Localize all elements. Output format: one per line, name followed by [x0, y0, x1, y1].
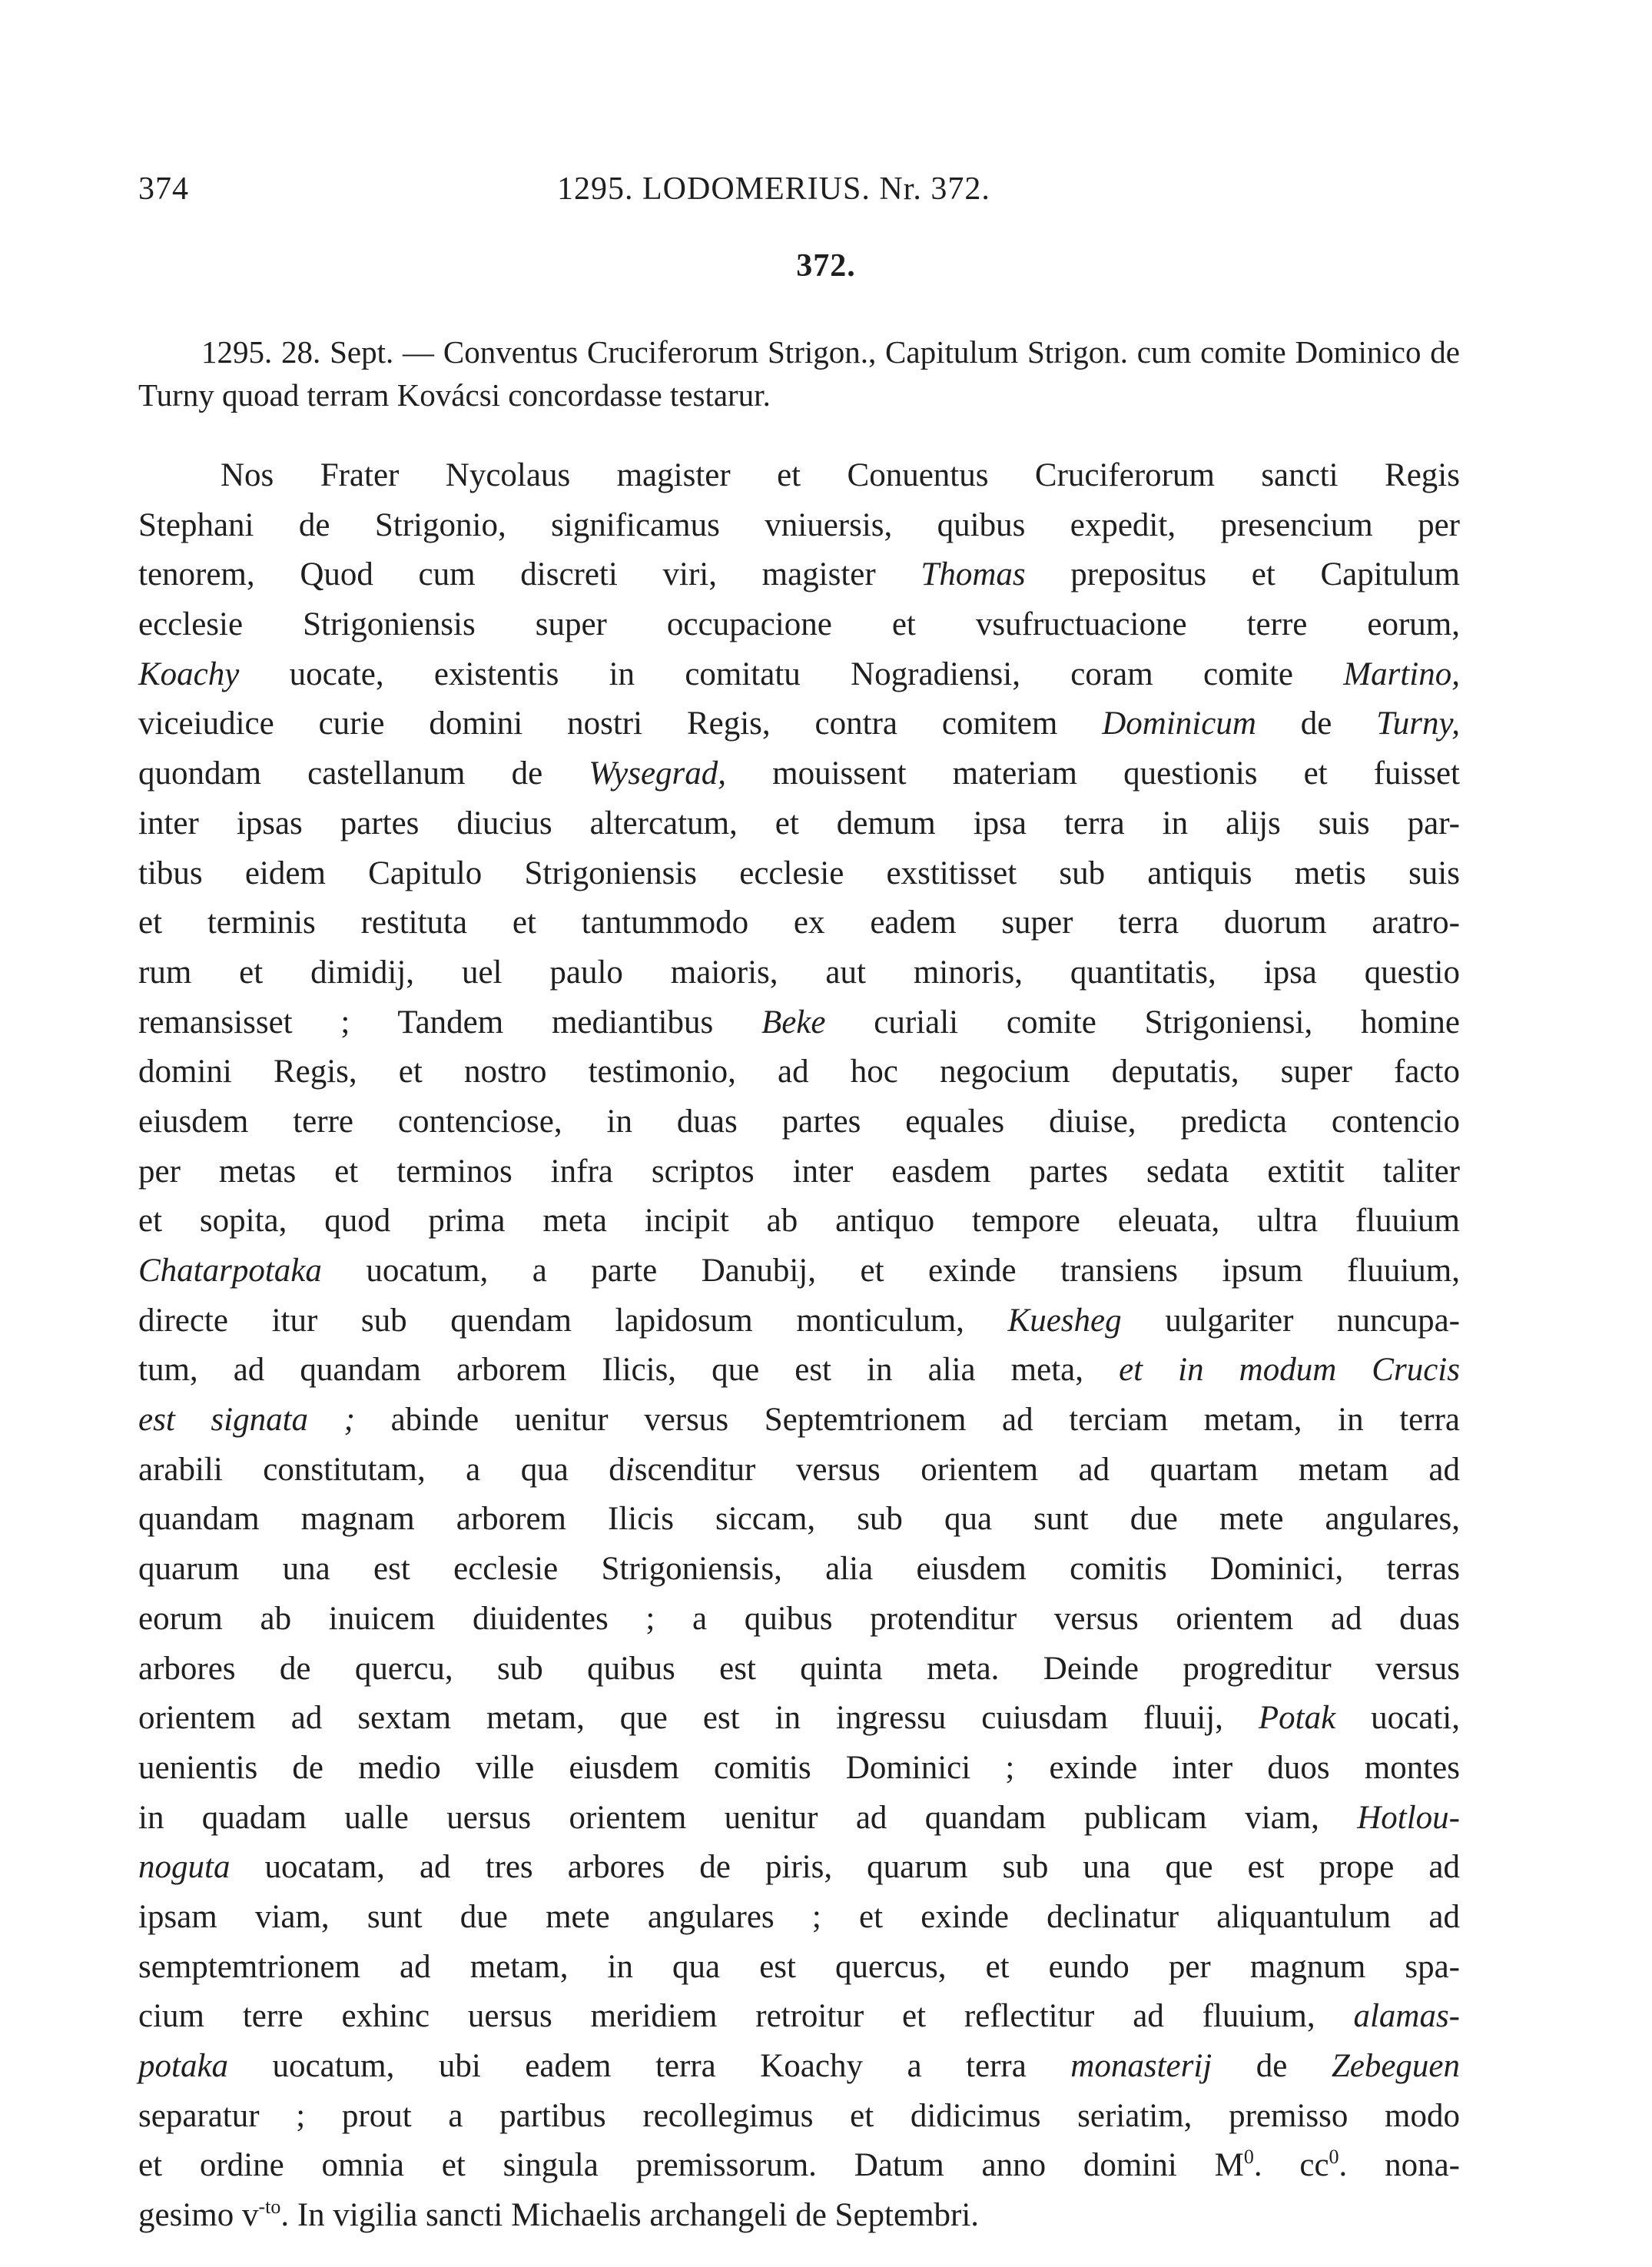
text-segment: . In vigilia sancti Michaelis archangeli de Septembri. [280, 2197, 980, 2234]
text-line [138, 2042, 1460, 2092]
text-line [138, 600, 1460, 650]
text-line [138, 1992, 1460, 2042]
text-segment: quandam magnam arborem Ilicis siccam, sub qua sunt due mete angulares, [138, 1501, 1460, 1538]
text-segment: uocatam, ad tres arbores de piris, quarum sub una que est prope ad [230, 1849, 1460, 1886]
text-segment: rum et dimidij, uel paulo maioris, aut minoris, quantitatis, ipsa questio [138, 954, 1460, 991]
text-segment: abinde uenitur versus Septemtrionem ad terciam metam, in terra [354, 1402, 1460, 1439]
italic-name: Hotlou- [1357, 1799, 1460, 1836]
text-segment: . cc [1253, 2147, 1329, 2184]
text-line [138, 898, 1460, 948]
charter-text [138, 451, 1460, 2241]
text-line [138, 2191, 1460, 2241]
text-segment: ecclesie Strigoniensis super occupacione et vsufructuacione terre eorum, [138, 606, 1460, 643]
text-segment: uocatum, ubi eadem terra Koachy a terra [228, 2048, 1071, 2084]
italic-name: Turny, [1376, 705, 1460, 742]
text-line [138, 799, 1460, 849]
text-segment: arbores de quercu, sub quibus est quinta meta. Deinde progreditur versus [138, 1650, 1460, 1687]
text-segment: domini Regis, et nostro testimonio, ad hoc negocium deputatis, super facto [138, 1054, 1460, 1090]
text-line [138, 1545, 1460, 1595]
text-segment: uocate, existentis in comitatu Nogradiensi, coram comite [239, 656, 1344, 692]
text-line [138, 1595, 1460, 1645]
text-line [138, 1843, 1460, 1893]
text-segment: cium terre exhinc uersus meridiem retroitur et reflectitur ad fluuium, [138, 1998, 1354, 2035]
text-line [138, 451, 1460, 501]
superscript: 0 [1243, 2146, 1254, 2169]
text-line [138, 650, 1460, 700]
text-segment: quondam castellanum de [138, 755, 589, 792]
text-segment: in quadam ualle uersus orientem uenitur ad quandam publicam viam, [138, 1799, 1358, 1836]
text-segment: directe itur sub quendam lapidosum monticulum, [138, 1302, 1008, 1339]
text-line [138, 1446, 1460, 1495]
text-line [138, 1346, 1460, 1396]
text-segment: separatur ; prout a partibus recollegimus et didicimus seriatim, premisso modo [138, 2097, 1460, 2134]
text-segment: Nos Frater Nycolaus magister et Conuentus Cruciferorum sancti Regis [221, 457, 1460, 493]
italic-name: Dominicum [1102, 705, 1256, 742]
italic-name: alamas- [1353, 1998, 1460, 2035]
text-segment: prepositus et Capitulum [1025, 556, 1461, 593]
italic-name: Koachy [138, 656, 240, 692]
text-line [138, 749, 1460, 799]
italic-name: Martino, [1343, 656, 1460, 692]
text-segment: eiusdem terre contenciose, in duas partes equales diuise, predicta contencio [138, 1103, 1460, 1140]
text-segment: inter ipsas partes diucius altercatum, et demum ipsa terra in alijs suis par- [138, 805, 1460, 841]
text-segment: uocatum, a parte Danubij, et exinde transiens ipsum fluuium, [321, 1253, 1460, 1289]
italic-name: et in modum Crucis [1119, 1352, 1460, 1389]
text-segment: remansisset ; Tandem mediantibus [138, 1004, 761, 1041]
text-line [138, 948, 1460, 998]
italic-name: Kuesheg [1007, 1302, 1122, 1339]
text-line [138, 1296, 1460, 1346]
text-line [138, 998, 1460, 1048]
italic-name: Potak [1258, 1700, 1336, 1737]
superscript: -to [258, 2196, 281, 2219]
page-number: 374 [138, 171, 189, 207]
italic-name: Thomas [921, 556, 1026, 593]
text-line [138, 1744, 1460, 1794]
italic-name: noguta [138, 1849, 231, 1886]
text-segment: arabili constitutam, a qua d [138, 1451, 625, 1488]
text-line [138, 1893, 1460, 1943]
text-line [138, 1794, 1460, 1844]
text-line [138, 849, 1460, 899]
text-segment: Stephani de Strigonio, significamus vniuersis, quibus expedit, presencium per [138, 506, 1460, 543]
text-segment: uenientis de medio ville eiusdem comitis Dominici ; exinde inter duos montes [138, 1749, 1460, 1786]
text-segment: uocati, [1335, 1700, 1460, 1737]
text-line [138, 1047, 1460, 1097]
text-line [138, 1694, 1460, 1744]
text-line [138, 2141, 1460, 2191]
text-segment: et terminis restituta et tantummodo ex eadem super terra duorum aratro- [138, 904, 1460, 941]
italic-name: Wysegrad, [589, 755, 727, 792]
page-header [138, 171, 1460, 217]
text-segment: eorum ab inuicem diuidentes ; a quibus protenditur versus orientem ad duas [138, 1600, 1460, 1637]
text-line [138, 1495, 1460, 1545]
text-segment: tenorem, Quod cum discreti viri, magister [138, 556, 921, 593]
text-line [138, 1396, 1460, 1446]
text-segment: orientem ad sextam metam, que est in ingressu cuiusdam fluuij, [138, 1700, 1259, 1737]
italic-name: Chatarpotaka [138, 1253, 322, 1289]
text-segment: per metas et terminos infra scriptos inter easdem partes sedata extitit taliter [138, 1153, 1460, 1190]
italic-name: Beke [761, 1004, 826, 1041]
text-segment: scenditur versus orientem ad quartam metam ad [634, 1451, 1460, 1488]
text-line [138, 1147, 1460, 1197]
text-segment: ipsam viam, sunt due mete angulares ; et exinde declinatur aliquantulum ad [138, 1898, 1460, 1935]
italic-name: potaka [138, 2048, 229, 2084]
superscript: 0 [1329, 2146, 1339, 2169]
italic-name: i [625, 1451, 635, 1488]
text-line [138, 1943, 1460, 1993]
text-segment: tibus eidem Capitulo Strigoniensis ecclesie exstitisset sub antiquis metis suis [138, 855, 1460, 891]
text-line [138, 1645, 1460, 1694]
text-segment: viceiudice curie domini nostri Regis, contra comitem [138, 705, 1103, 742]
text-line [138, 550, 1460, 600]
text-line [138, 1197, 1460, 1246]
text-segment: quarum una est ecclesie Strigoniensis, alia eiusdem comitis Dominici, terras [138, 1551, 1460, 1588]
text-line [138, 1246, 1460, 1296]
text-segment: semptemtrionem ad metam, in qua est quercus, et eundo per magnum spa- [138, 1948, 1460, 1985]
italic-name: monasterij [1070, 2048, 1212, 2084]
text-segment: curiali comite Strigoniensi, homine [825, 1004, 1460, 1041]
text-segment: . nona- [1339, 2147, 1461, 2184]
text-line [138, 501, 1460, 551]
document-regest: 1295. 28. Sept. — Conventus Cruciferorum Strigon., Capitulum Strigon. cum comite Dominico de Turny quoad terram Kovácsi concordasse testarur. [138, 334, 1460, 413]
text-segment: gesimo v [138, 2197, 259, 2234]
text-line [138, 1097, 1460, 1147]
text-line [138, 2092, 1460, 2142]
text-segment: de [1256, 705, 1377, 742]
italic-name: Zebeguen [1331, 2048, 1460, 2084]
text-segment: tum, ad quandam arborem Ilicis, que est in alia meta, [138, 1352, 1120, 1389]
text-segment: de [1212, 2048, 1332, 2084]
italic-name: est signata ; [138, 1402, 355, 1439]
text-line [138, 699, 1460, 749]
text-segment: uulgariter nuncupa- [1121, 1302, 1460, 1339]
text-segment: mouissent materiam questionis et fuisset [726, 755, 1460, 792]
text-segment: et sopita, quod prima meta incipit ab antiquo tempore eleuata, ultra fluuium [138, 1203, 1460, 1240]
document-number: 372. [796, 248, 856, 284]
text-segment: et ordine omnia et singula premissorum. Datum anno domini M [138, 2147, 1244, 2184]
running-head: 1295. LODOMERIUS. Nr. 372. [557, 171, 990, 207]
